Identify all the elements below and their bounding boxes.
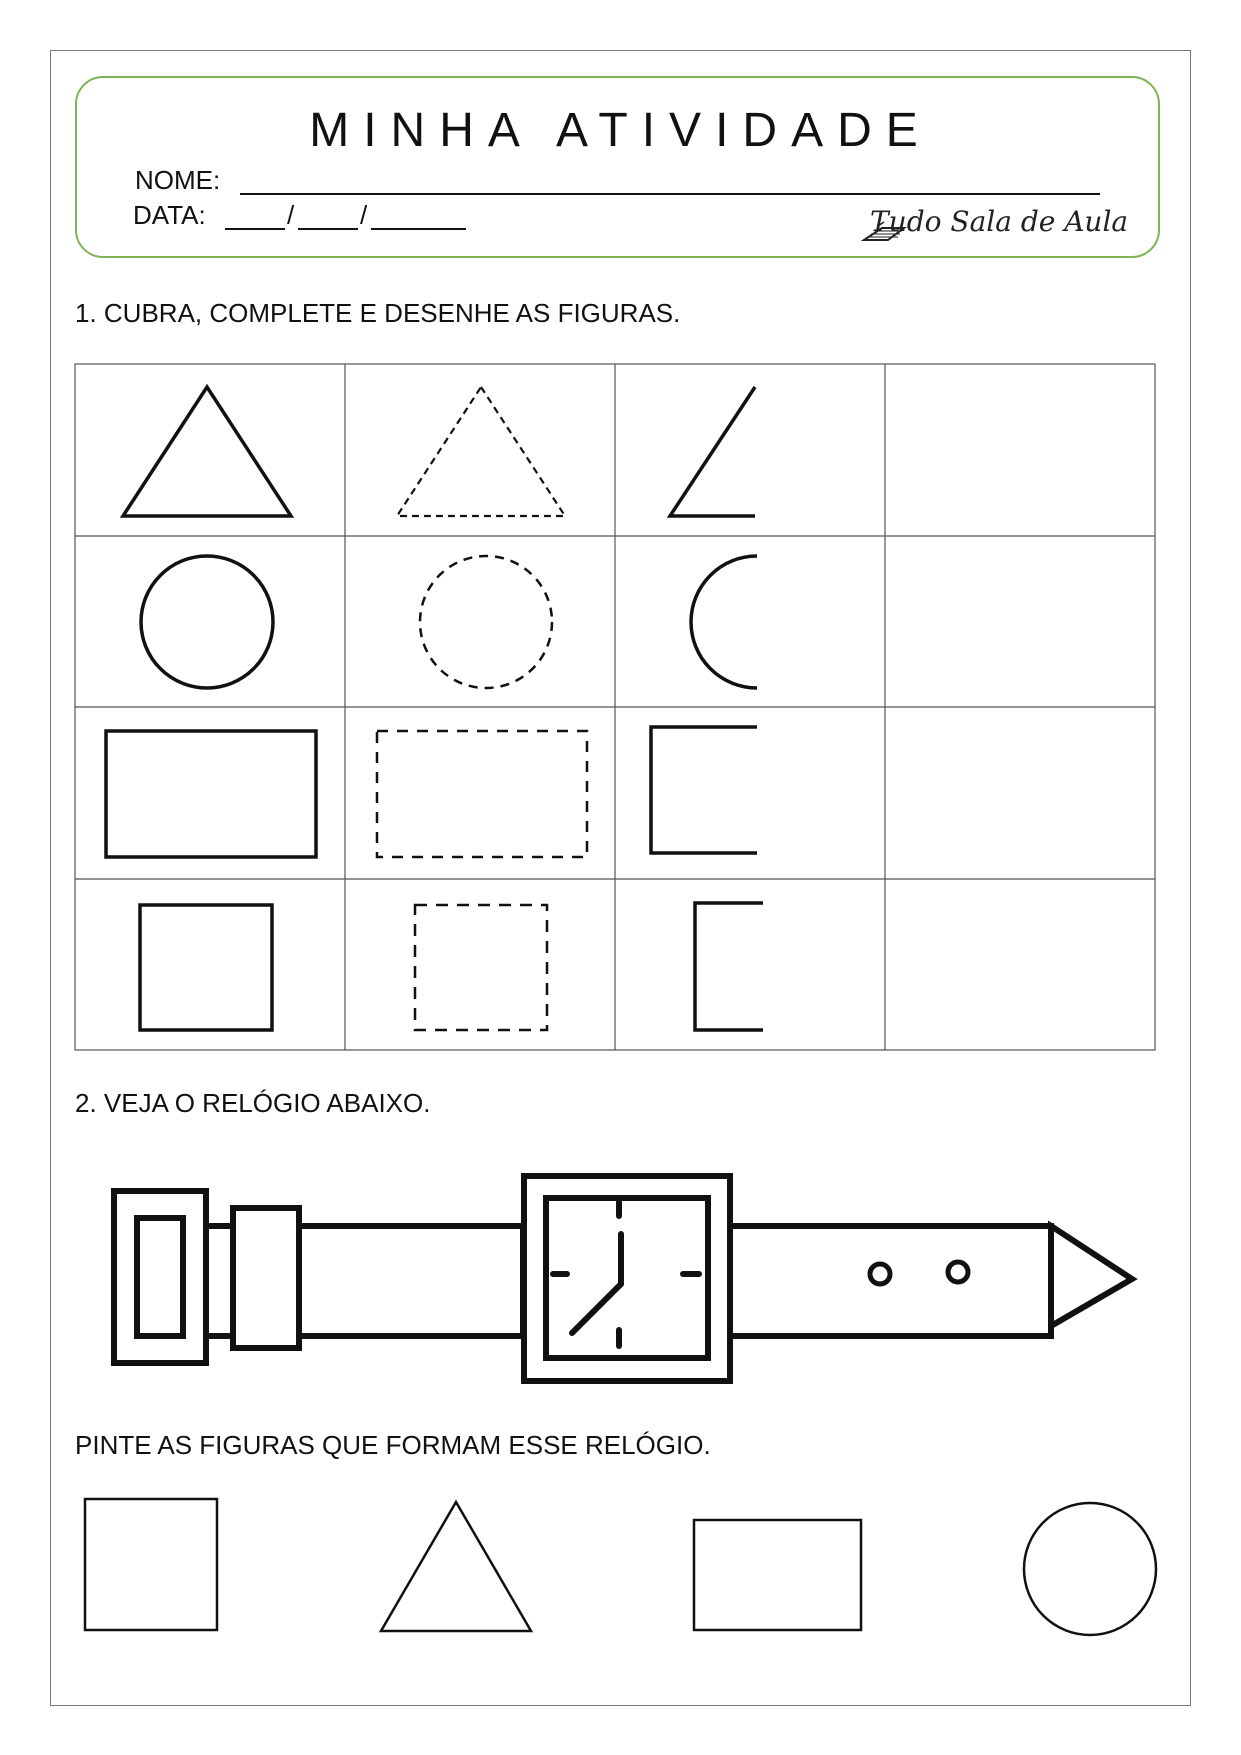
option-square bbox=[85, 1499, 217, 1630]
option-triangle bbox=[381, 1502, 531, 1631]
date-separator: / bbox=[287, 200, 295, 230]
option-rectangle bbox=[694, 1520, 861, 1630]
option-circle bbox=[1024, 1503, 1156, 1635]
question-2-instruction: PINTE AS FIGURAS QUE FORMAM ESSE RELÓGIO. bbox=[75, 1430, 711, 1460]
page-title: MINHA ATIVIDADE bbox=[309, 104, 932, 157]
date-label: DATA: bbox=[133, 200, 206, 230]
name-label: NOME: bbox=[135, 165, 221, 195]
question-2-text: 2. VEJA O RELÓGIO ABAIXO. bbox=[75, 1088, 431, 1118]
question-1-text: 1. CUBRA, COMPLETE E DESENHE AS FIGURAS. bbox=[75, 298, 681, 328]
date-separator: / bbox=[360, 200, 368, 230]
logo-text: Tudo Sala de Aula bbox=[870, 205, 1129, 238]
